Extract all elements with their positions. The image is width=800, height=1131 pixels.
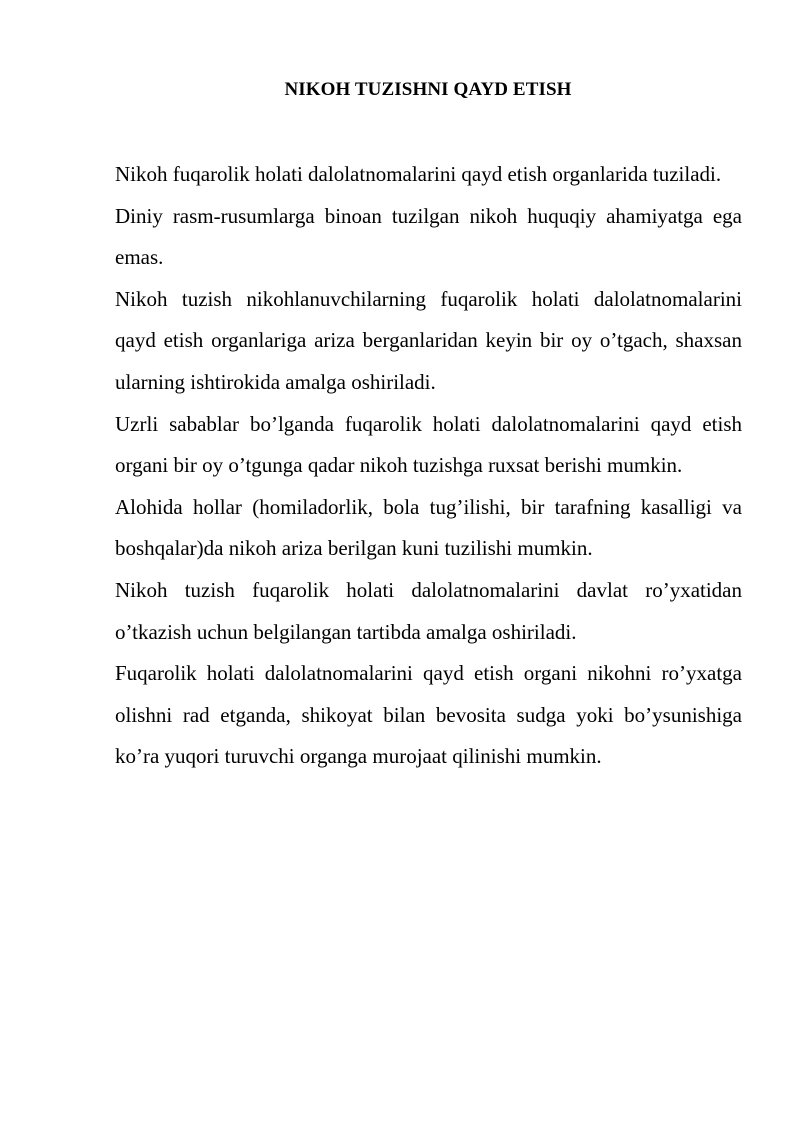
- document-body: [115, 154, 742, 778]
- paragraph-7: Fuqarolik holati dalolatnomalarini qayd etish organi nikohni ro’yxatga olishni rad etganda, shikoyat bilan bevosita sudga yoki bo’ysunishiga ko’ra yuqori turuvchi organga murojaat qilinishi mumkin.: [115, 661, 742, 769]
- page-title: NIKOH TUZISHNI QAYD ETISH: [284, 79, 572, 100]
- paragraph-2: Diniy rasm-rusumlarga binoan tuzilgan nikoh huquqiy ahamiyatga ega emas.: [115, 203, 742, 270]
- paragraph-3: Nikoh tuzish nikohlanuvchilarning fuqarolik holati dalolatnomalarini qayd etish organlariga ariza berganlaridan keyin bir oy o’tgach, shaxsan ularning ishtirokida amalga oshiriladi.: [115, 286, 742, 394]
- paragraph-1: Nikoh fuqarolik holati dalolatnomalarini qayd etish organlarida tuziladi.: [115, 162, 722, 186]
- paragraph-6: Nikoh tuzish fuqarolik holati dalolatnomalarini davlat ro’yxatidan o’tkazish uchun belgilangan tartibda amalga oshiriladi.: [115, 577, 742, 644]
- paragraph-4: Uzrli sabablar bo’lganda fuqarolik holati dalolatnomalarini qayd etish organi bir oy o’tgunga qadar nikoh tuzishga ruxsat berishi mumkin.: [115, 411, 742, 478]
- paragraph-5: Alohida hollar (homiladorlik, bola tug’ilishi, bir tarafning kasalligi va boshqalar)da nikoh ariza berilgan kuni tuzilishi mumkin.: [115, 494, 742, 561]
